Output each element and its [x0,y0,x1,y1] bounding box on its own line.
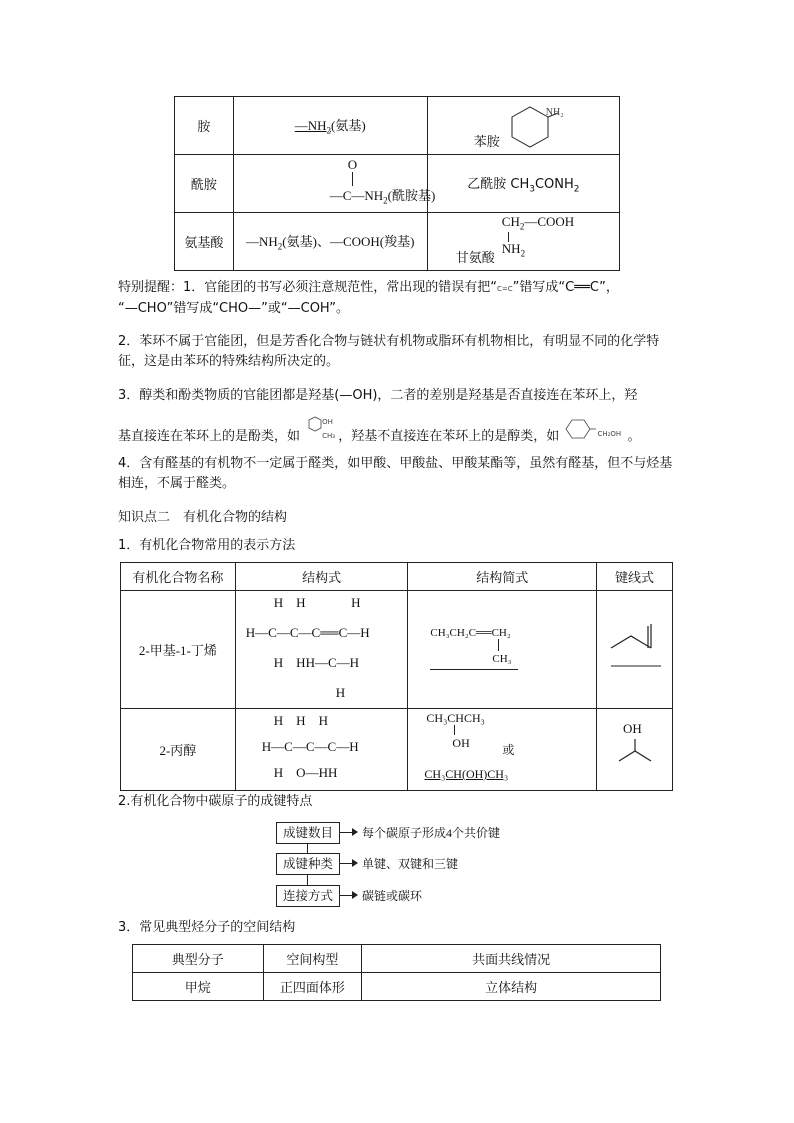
group-text: —NH [246,234,278,250]
note-text: ，羟基不直接连在苯环上的是醇类，如 [338,429,560,444]
cell-text: 甲烷 [184,981,211,996]
note-3-line2 [118,418,678,447]
table1-cell-name [175,155,234,213]
header-label: 空间构型 [286,953,339,968]
structural-line: H—C—C—C—H [261,739,359,754]
bond-line [454,725,455,735]
table2-cell-skeletal [597,591,673,709]
table2-cell-structural [235,591,408,709]
group-sub: 2 [326,125,332,136]
subsection-1-title: 1．有机化合物常用的表示方法 [118,538,296,553]
simple-formula: CH₃ [492,653,512,665]
structural-line: H HH—C—H [273,655,360,670]
skeletal-formula-icon [615,739,655,769]
simple-formula: CH₃CH₂C══CH₂ [430,627,511,639]
group-sub: 2 [277,241,283,252]
cc-bond-mini: C=C [497,285,513,293]
compound-name: 2-甲基-1-丁烯 [138,643,217,658]
table1-cell-example [427,97,619,155]
or-label: 或 [502,743,515,757]
structural-line: H [335,685,346,700]
bond-description: 单键、双键和三键 [362,857,459,871]
header-label: 结构简式 [476,571,529,586]
example-sub: 2 [519,221,525,232]
connector-line [307,844,308,853]
group-text: —NH [294,118,327,134]
structural-line: H O—HH [273,765,338,780]
table2-header [408,563,597,591]
representation-table [120,562,673,791]
table2-header [597,563,673,591]
table3-header [362,945,661,973]
header-label: 键线式 [615,571,655,586]
group-sub: 2 [383,195,388,206]
structural-line: H H H [273,595,361,610]
example-name: 甘氨酸 [455,251,495,266]
example-sub: 3 [529,184,535,195]
cell-text: 立体结构 [485,981,538,996]
simple-formula: CH₃CHCH₃ [426,711,485,725]
table1-cell-group [233,97,427,155]
bond-line [498,639,499,651]
example-top: CH [501,214,520,229]
example-sub: 2 [573,184,580,195]
table2-cell-name [121,591,236,709]
header-label: 典型分子 [171,953,224,968]
group-tail: (氨基) [331,118,366,134]
table2-cell-name [121,709,236,791]
table3-header [133,945,264,973]
benzyl-alcohol-structure [563,426,623,440]
functional-group-table [174,96,620,271]
simple-formula: OH [452,736,470,750]
group-tail: (酰胺基) [387,188,436,203]
table2-header [235,563,408,591]
cresol-structure [304,418,336,440]
table1-cell-example [427,155,619,213]
example-text: CONH [534,176,574,192]
example-sub: 2 [520,248,526,259]
simple-formula: CH₃CH(OH)CH₃ [424,767,509,781]
oh-label: OH [322,418,333,426]
table1-cell-example [427,213,619,271]
ch3-label: CH₃ [322,432,336,440]
structural-line: H H H [273,713,328,728]
ch2oh-label: CH₂OH [597,430,622,438]
note-2: 2．苯环不属于官能团，但是芳香化合物与链状有机物或脂环有机物相比，有明显不同的化学特征，这是由苯环的特殊结构所决定的。 [118,334,660,369]
table3-cell [362,973,661,1001]
table2-header [121,563,236,591]
spatial-structure-table [132,944,661,1001]
table1-cell-name [175,97,234,155]
table2-cell-simple [408,591,597,709]
example-top: —COOH [524,214,575,229]
table3-cell [133,973,264,1001]
amino-group [294,118,332,136]
row-name: 氨基酸 [184,236,224,251]
group-text: —C—NH [329,188,384,203]
note-text: ”错写成“C══C”， [512,280,619,295]
bond-box: 成键种类 [276,853,340,875]
row-name: 酰胺 [190,178,217,193]
bond-box: 成键数目 [276,822,340,844]
note-text: 特别提醒：1．官能团的书写必须注意规范性，常出现的错误有把“ [118,280,498,295]
table3-cell [263,973,362,1001]
bond-description: 每个碳原子形成4个共价键 [362,826,501,840]
header-label: 有机化合物名称 [132,571,224,586]
table1-cell-group [233,155,436,213]
note-3-line1: 3．醇类和酚类物质的官能团都是羟基(—OH)，二者的差别是羟基是否直接连在苯环上，羟 [118,388,638,403]
table2-cell-structural [235,709,408,791]
note-text: 基直接连在苯环上的是酚类，如 [118,429,301,444]
example-name: 苯胺 [473,135,500,150]
bond-description: 碳链或碳环 [362,889,423,903]
nh2-label: NH₂ [545,107,564,118]
note-4: 4．含有醛基的有机物不一定属于醛类，如甲酸、甲酸盐、甲酸某酯等，虽然有醛基，但不与烃基相连，不属于醛类。 [118,456,673,491]
cell-text: 正四面体形 [279,981,345,996]
example-bottom: NH [501,241,521,256]
section-title: 知识点二 有机化合物的结构 [118,510,288,525]
bond-box: 连接方式 [276,885,340,907]
benzyl-ring-icon [563,418,597,440]
row-name: 胺 [197,120,211,135]
group-tail: (氨基)、—COOH(羧基) [282,234,415,250]
header-label: 共面共线情况 [472,953,551,968]
table1-cell-group [233,213,427,271]
table1-cell-name [175,213,234,271]
arrow-head-icon [352,859,358,867]
arrow-head-icon [352,828,358,836]
underline [430,669,518,670]
oxygen-label: O [347,157,358,172]
table3-header [263,945,362,973]
note-1 [118,278,678,319]
double-bond-line [352,172,353,186]
table2-cell-skeletal [597,709,673,791]
arrow-head-icon [352,891,358,899]
subsection-2-title: 2.有机化合物中碳原子的成键特点 [118,794,313,809]
structural-line: H—C—C—C══C—H [245,625,370,640]
note-text: 。 [627,429,641,444]
header-label: 结构式 [302,571,342,586]
note-text: “—CHO”错写成“CHO—”或“—COH”。 [118,301,350,316]
subsection-3-title: 3．常见典型烃分子的空间结构 [118,920,296,935]
table2-cell-simple [408,709,597,791]
skeletal-formula-icon [605,618,665,678]
compound-name: 2-丙醇 [159,743,197,758]
example-text: 乙酰胺 CH [467,176,530,192]
connector-line [307,875,308,885]
oh-label: OH [623,721,642,736]
